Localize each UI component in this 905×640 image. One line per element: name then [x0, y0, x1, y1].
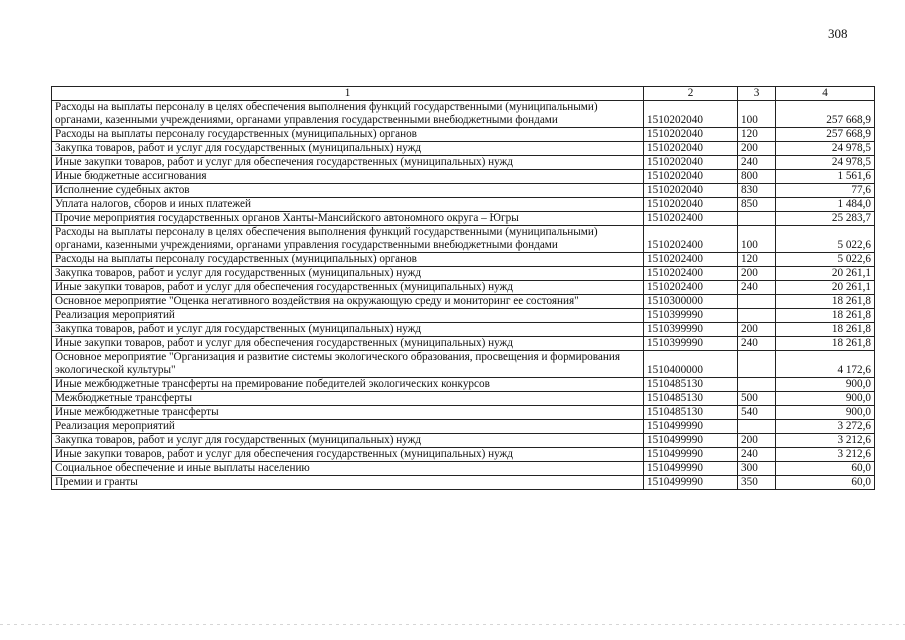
- header-col-2: 2: [644, 87, 738, 101]
- table-row: [52, 406, 875, 420]
- table-row: [52, 128, 875, 142]
- row-name: Иные закупки товаров, работ и услуг для обеспечения государственных (муниципальных) нужд: [52, 156, 644, 170]
- row-expense-type: 240: [738, 156, 776, 170]
- row-expense-type: 240: [738, 337, 776, 351]
- row-code: 1510499990: [644, 448, 738, 462]
- page-number: 308: [828, 26, 848, 41]
- row-amount: 24 978,5: [776, 156, 875, 170]
- row-code: 1510202040: [644, 142, 738, 156]
- row-expense-type: [738, 420, 776, 434]
- row-expense-type: 800: [738, 170, 776, 184]
- row-name: Расходы на выплаты персоналу в целях обеспечения выполнения функций государственными (муниципальными) органами, казенными учреждениями, органами управления государственными внебюджетными фондами: [52, 101, 644, 128]
- table-row: [52, 351, 875, 378]
- row-code: 1510202040: [644, 101, 738, 128]
- row-code: 1510499990: [644, 420, 738, 434]
- row-amount: 5 022,6: [776, 253, 875, 267]
- row-amount: 25 283,7: [776, 212, 875, 226]
- table-row: [52, 392, 875, 406]
- row-expense-type: 540: [738, 406, 776, 420]
- row-name: Исполнение судебных актов: [52, 184, 644, 198]
- header-col-3: 3: [738, 87, 776, 101]
- row-amount: 900,0: [776, 406, 875, 420]
- row-expense-type: 200: [738, 267, 776, 281]
- row-code: 1510499990: [644, 462, 738, 476]
- table-row: [52, 323, 875, 337]
- row-expense-type: 850: [738, 198, 776, 212]
- row-name: Иные закупки товаров, работ и услуг для обеспечения государственных (муниципальных) нужд: [52, 337, 644, 351]
- row-name: Закупка товаров, работ и услуг для государственных (муниципальных) нужд: [52, 267, 644, 281]
- table-row: [52, 281, 875, 295]
- budget-table: [51, 86, 875, 490]
- row-name: Иные межбюджетные трансферты на премирование победителей экологических конкурсов: [52, 378, 644, 392]
- table-header-row: [52, 87, 875, 101]
- row-code: 1510399990: [644, 337, 738, 351]
- table-row: [52, 184, 875, 198]
- row-amount: 257 668,9: [776, 101, 875, 128]
- row-expense-type: 100: [738, 226, 776, 253]
- row-expense-type: 240: [738, 281, 776, 295]
- table-row: [52, 295, 875, 309]
- row-expense-type: [738, 309, 776, 323]
- row-amount: 18 261,8: [776, 337, 875, 351]
- row-expense-type: [738, 378, 776, 392]
- table-row: [52, 309, 875, 323]
- row-amount: 5 022,6: [776, 226, 875, 253]
- row-code: 1510202040: [644, 198, 738, 212]
- row-amount: 3 212,6: [776, 434, 875, 448]
- row-name: Основное мероприятие "Организация и развитие системы экологического образования, просвещения и формирования экологической культуры": [52, 351, 644, 378]
- row-code: 1510485130: [644, 406, 738, 420]
- table-row: [52, 212, 875, 226]
- row-amount: 1 561,6: [776, 170, 875, 184]
- row-name: Прочие мероприятия государственных органов Ханты-Мансийского автономного округа – Югры: [52, 212, 644, 226]
- row-name: Расходы на выплаты персоналу государственных (муниципальных) органов: [52, 128, 644, 142]
- row-expense-type: 240: [738, 448, 776, 462]
- row-expense-type: [738, 295, 776, 309]
- row-code: 1510485130: [644, 392, 738, 406]
- row-expense-type: 120: [738, 253, 776, 267]
- row-amount: 18 261,8: [776, 309, 875, 323]
- row-name: Иные межбюджетные трансферты: [52, 406, 644, 420]
- row-name: Расходы на выплаты персоналу в целях обеспечения выполнения функций государственными (муниципальными) органами, казенными учреждениями, органами управления государственными внебюджетными фондами: [52, 226, 644, 253]
- scan-artifact: [0, 624, 905, 625]
- row-expense-type: 200: [738, 142, 776, 156]
- row-name: Иные закупки товаров, работ и услуг для обеспечения государственных (муниципальных) нужд: [52, 281, 644, 295]
- table-row: [52, 420, 875, 434]
- row-code: 1510202400: [644, 226, 738, 253]
- row-expense-type: 120: [738, 128, 776, 142]
- row-code: 1510202400: [644, 253, 738, 267]
- row-expense-type: 300: [738, 462, 776, 476]
- row-name: Социальное обеспечение и иные выплаты населению: [52, 462, 644, 476]
- row-amount: 3 272,6: [776, 420, 875, 434]
- row-name: Иные бюджетные ассигнования: [52, 170, 644, 184]
- row-code: 1510202040: [644, 156, 738, 170]
- row-code: 1510202040: [644, 184, 738, 198]
- row-expense-type: [738, 212, 776, 226]
- table-row: [52, 253, 875, 267]
- row-amount: 20 261,1: [776, 267, 875, 281]
- row-amount: 4 172,6: [776, 351, 875, 378]
- row-code: 1510202040: [644, 128, 738, 142]
- table-row: [52, 226, 875, 253]
- table-row: [52, 101, 875, 128]
- header-col-4: 4: [776, 87, 875, 101]
- row-expense-type: 500: [738, 392, 776, 406]
- row-amount: 257 668,9: [776, 128, 875, 142]
- table-row: [52, 476, 875, 490]
- row-amount: 77,6: [776, 184, 875, 198]
- row-code: 1510400000: [644, 351, 738, 378]
- row-expense-type: 100: [738, 101, 776, 128]
- row-code: 1510399990: [644, 323, 738, 337]
- row-amount: 900,0: [776, 392, 875, 406]
- row-code: 1510202040: [644, 170, 738, 184]
- row-name: Реализация мероприятий: [52, 309, 644, 323]
- row-name: Основное мероприятие "Оценка негативного воздействия на окружающую среду и мониторинг ее состояния": [52, 295, 644, 309]
- row-amount: 1 484,0: [776, 198, 875, 212]
- table-row: [52, 378, 875, 392]
- row-code: 1510202400: [644, 281, 738, 295]
- row-code: 1510202400: [644, 212, 738, 226]
- row-name: Закупка товаров, работ и услуг для государственных (муниципальных) нужд: [52, 434, 644, 448]
- row-name: Межбюджетные трансферты: [52, 392, 644, 406]
- row-name: Иные закупки товаров, работ и услуг для обеспечения государственных (муниципальных) нужд: [52, 448, 644, 462]
- table-row: [52, 142, 875, 156]
- row-name: Реализация мероприятий: [52, 420, 644, 434]
- row-name: Расходы на выплаты персоналу государственных (муниципальных) органов: [52, 253, 644, 267]
- table-row: [52, 267, 875, 281]
- row-expense-type: 200: [738, 323, 776, 337]
- row-code: 1510399990: [644, 309, 738, 323]
- row-name: Закупка товаров, работ и услуг для государственных (муниципальных) нужд: [52, 323, 644, 337]
- row-expense-type: 830: [738, 184, 776, 198]
- row-amount: 900,0: [776, 378, 875, 392]
- row-expense-type: 200: [738, 434, 776, 448]
- row-code: 1510300000: [644, 295, 738, 309]
- row-name: Закупка товаров, работ и услуг для государственных (муниципальных) нужд: [52, 142, 644, 156]
- table-row: [52, 462, 875, 476]
- row-amount: 60,0: [776, 462, 875, 476]
- row-amount: 20 261,1: [776, 281, 875, 295]
- row-name: Премии и гранты: [52, 476, 644, 490]
- row-amount: 24 978,5: [776, 142, 875, 156]
- row-code: 1510202400: [644, 267, 738, 281]
- row-amount: 60,0: [776, 476, 875, 490]
- table-row: [52, 170, 875, 184]
- table-row: [52, 448, 875, 462]
- row-expense-type: [738, 351, 776, 378]
- row-name: Уплата налогов, сборов и иных платежей: [52, 198, 644, 212]
- row-code: 1510499990: [644, 476, 738, 490]
- row-code: 1510485130: [644, 378, 738, 392]
- row-code: 1510499990: [644, 434, 738, 448]
- table-row: [52, 198, 875, 212]
- table-row: [52, 337, 875, 351]
- row-expense-type: 350: [738, 476, 776, 490]
- row-amount: 18 261,8: [776, 323, 875, 337]
- row-amount: 18 261,8: [776, 295, 875, 309]
- row-amount: 3 212,6: [776, 448, 875, 462]
- table-row: [52, 156, 875, 170]
- table-row: [52, 434, 875, 448]
- header-col-1: 1: [52, 87, 644, 101]
